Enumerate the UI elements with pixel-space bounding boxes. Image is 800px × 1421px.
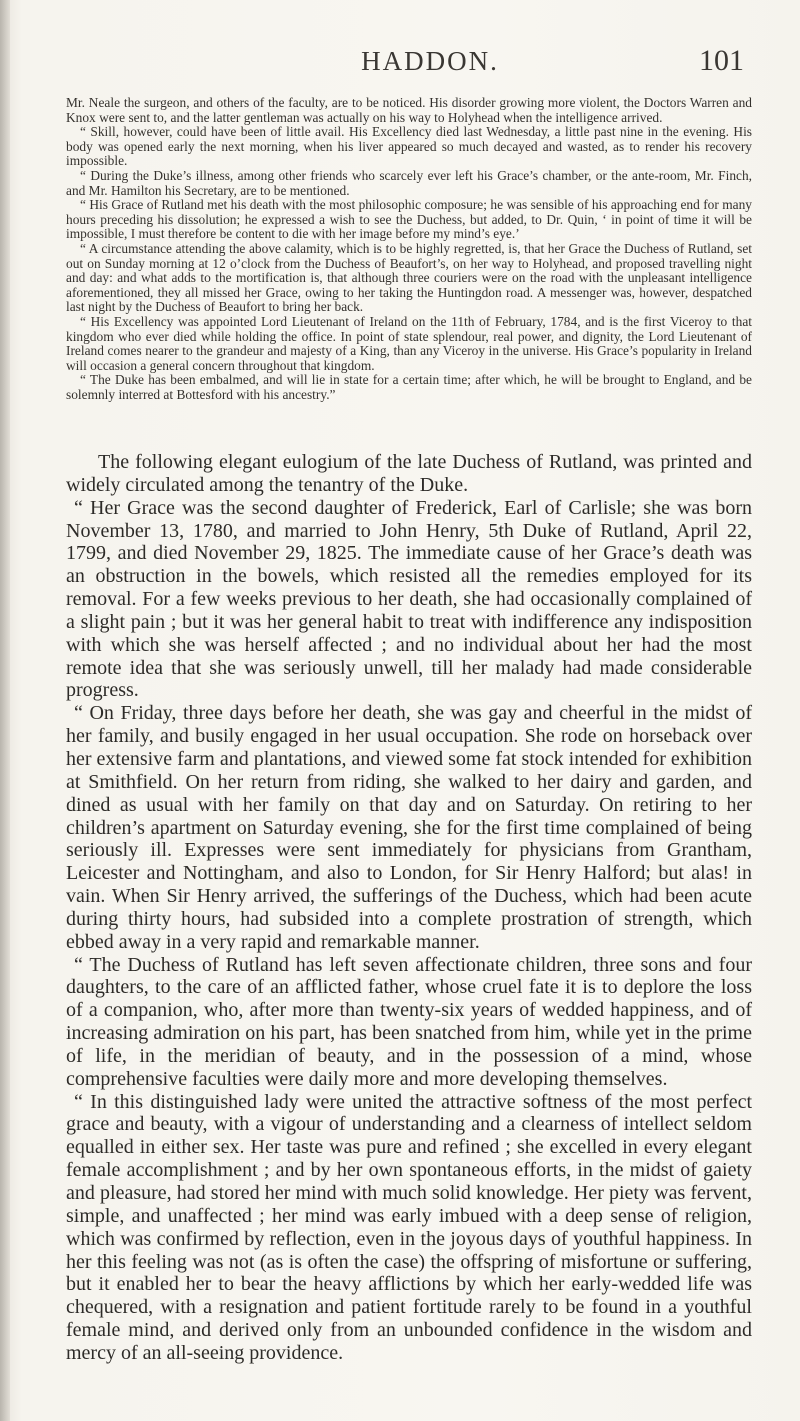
body-paragraph: “ In this distinguished lady were united the attractive softness of the most perfect grace and beauty, with a vigour of understanding and a clearness of intellect seldom equalled in either sex. Her taste was pure and refined ; she excelled in every elegant female accomplishment ; and by her own spontaneous efforts, in the midst of gaiety and pleasure, had stored her mind with much solid knowledge. Her piety was fervent, simple, and unaffected ; her mind was early imbued with a deep sense of religion, which was confirmed by reflection, even in the joyous days of youthful happiness. In her this feeling was not (as is often the case) the offspring of misfortune or suffering, but it enabled her to bear the heavy afflictions by which her early-wedded life was chequered, with a resignation and patient fortitude rarely to be found in a youthful female mind, and derived only from an unbounded confidence in the wisdom and mercy of an all-seeing providence. bbox=[66, 1090, 752, 1364]
body-paragraph: “ Her Grace was the second daughter of Frederick, Earl of Carlisle; she was born November 13, 1780, and married to John Henry, 5th Duke of Rutland, April 22, 1799, and died November 29, 1825. The immediate cause of her Grace’s death was an obstruction in the bowels, which resisted all the remedies employed for its removal. For a few weeks previous to her death, she had occasionally complained of a slight pain ; but it was her general habit to treat with indifference any indisposition with which she was herself affected ; and no individual about her had the most remote idea that she was seriously unwell, till her malady had made considerable progress. bbox=[66, 496, 752, 702]
quote-paragraph: Mr. Neale the surgeon, and others of the faculty, are to be noticed. His disorder growing more violent, the Doctors Warren and Knox were sent to, and the latter gentleman was actually on his way to Holyhead when the intelligence arrived. bbox=[66, 95, 752, 125]
quote-paragraph: “ A circumstance attending the above calamity, which is to be highly regretted, is, that her Grace the Duchess of Rutland, set out on Sunday morning at 12 o’clock from the Duchess of Beaufort’s, on her way to Holyhead, and proposed travelling night and day: and what adds to the mortification is, that although three couriers were on the road with the unpleasant intelligence aforementioned, they all missed her Grace, owing to her taking the Huntingdon road. A messenger was, however, despatched last night by the Duchess of Beaufort to bring her back. bbox=[66, 240, 752, 315]
body-paragraph: The following elegant eulogium of the late Duchess of Rutland, was printed and widely circulated among the tenantry of the Duke. bbox=[66, 451, 752, 496]
quote-paragraph: “ His Grace of Rutland met his death with the most philosophic composure; he was sensible of his approaching end for many hours preceding his dissolution; he expressed a wish to see the Duchess, but added, to Dr. Quin, ‘ in point of time it will be impossible, I must therefore be content to die with her image before my mind’s eye.’ bbox=[66, 197, 752, 242]
page-gutter bbox=[0, 0, 10, 1421]
quote-paragraph: “ During the Duke’s illness, among other friends who scarcely ever left his Grace’s chamber, or the ante-room, Mr. Finch, and Mr. Hamilton his Secretary, are to be mentioned. bbox=[66, 167, 752, 198]
body-paragraph: “ On Friday, three days before her death, she was gay and cheerful in the midst of her family, and busily engaged in her usual occupation. She rode on horseback over her extensive farm and plantations, and viewed some fat stock intended for exhibition at Smithfield. On her return from riding, she walked to her dairy and garden, and dined as usual with her family on that day and on Saturday. On retiring to her children’s apartment on Saturday evening, she for the first time complained of being seriously ill. Expresses were sent immediately for physicians from Grantham, Leicester and Nottingham, and also to London, for Sir Henry Halford; but alas! in vain. When Sir Henry arrived, the sufferings of the Duchess, which had been acute during thirty hours, had subsided into a complete prostration of strength, which ebbed away in a very rapid and remarkable manner. bbox=[66, 702, 752, 953]
quote-paragraph: “ Skill, however, could have been of little avail. His Excellency died last Wednesday, a little past nine in the evening. His body was opened early the next morning, when his liver appeared so much decayed and wasted, as to render his recovery impossible. bbox=[66, 124, 752, 169]
running-head: HADDON. bbox=[361, 46, 499, 76]
body-paragraph: “ The Duchess of Rutland has left seven affectionate children, three sons and four daughters, to the care of an afflicted father, whose cruel fate it is to deplore the loss of a companion, who, after more than twenty-six years of wedded happiness, and of increasing admiration on his part, has been snatched from him, while yet in the prime of life, in the meridian of beauty, and in the possession of a mind, whose comprehensive faculties were daily more and more developing themselves. bbox=[66, 953, 752, 1090]
quote-paragraph: “ His Excellency was appointed Lord Lieutenant of Ireland on the 11th of February, 1784, and is the first Viceroy to that kingdom who ever died while holding the office. In point of state splendour, real power, and dignity, the Lord Lieutenant of Ireland comes nearer to the grandeur and majesty of a King, than any Viceroy in the universe. His Grace’s popularity in Ireland will occasion a general concern throughout that kingdom. bbox=[66, 313, 752, 373]
quote-paragraph: “ The Duke has been embalmed, and will lie in state for a certain time; after which, he will be brought to England, and be solemnly interred at Bottesford with his ancestry.” bbox=[66, 372, 752, 402]
main-body-text bbox=[66, 451, 752, 1365]
quoted-newspaper-extract bbox=[66, 96, 752, 402]
page-number: 101 bbox=[699, 44, 744, 77]
page-header bbox=[60, 44, 744, 82]
